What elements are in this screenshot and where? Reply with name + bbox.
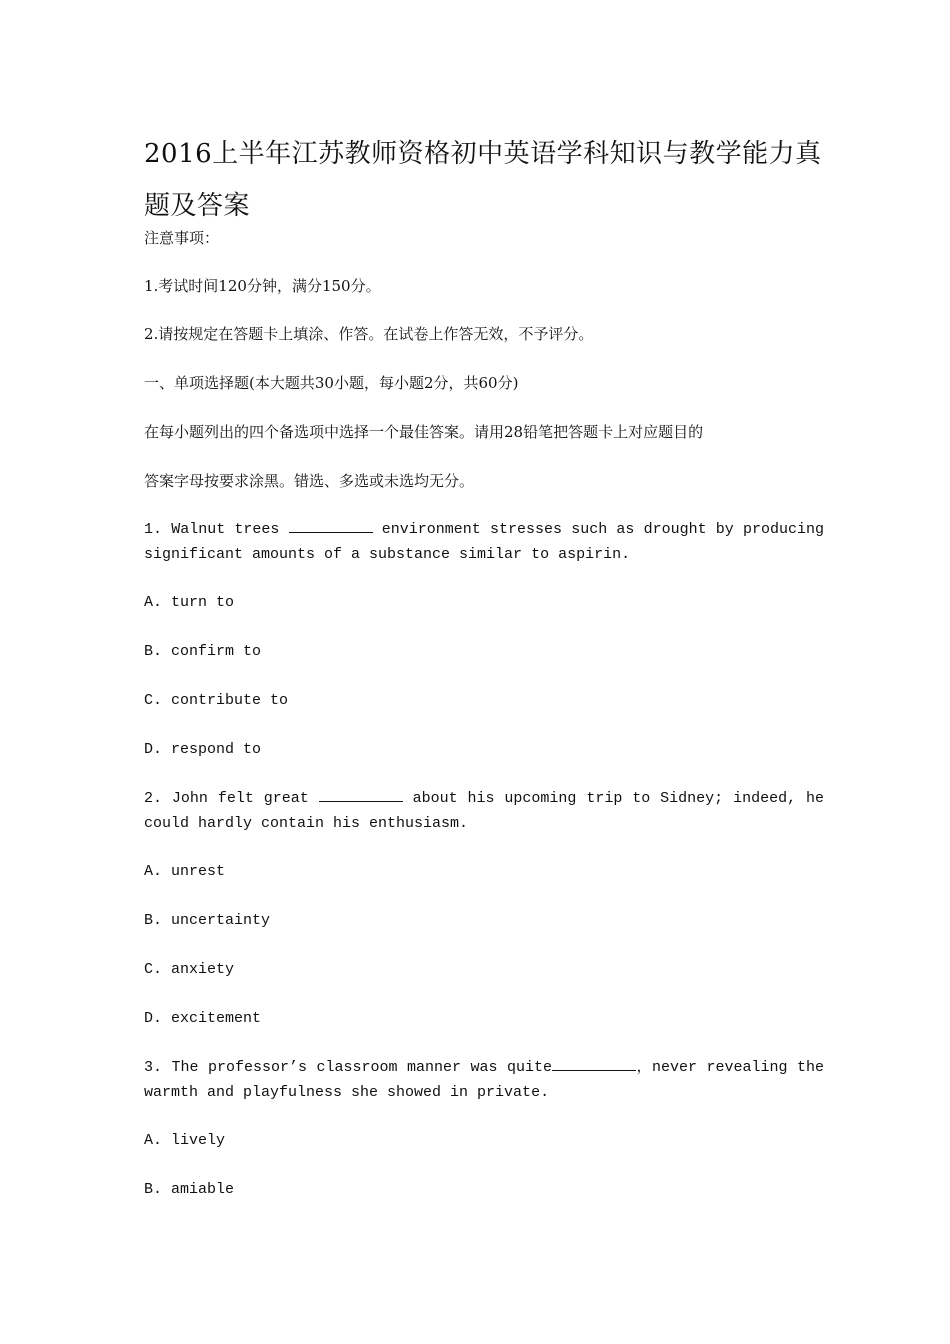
question-2-option-c: C. anxiety [144, 961, 235, 978]
question-1-option-d: D. respond to [144, 741, 262, 758]
notice-heading: 注意事项： [144, 229, 220, 247]
question-3-stem-start: 3. The professor’s classroom manner was quite [144, 1059, 553, 1076]
notice-item-2: 2.请按规定在答题卡上填涂、作答。在试卷上作答无效，不予评分。 [144, 325, 594, 343]
question-1-stem [144, 517, 824, 567]
question-1-option-c: C. contribute to [144, 692, 289, 709]
question-3-stem [144, 1055, 824, 1105]
question-2-option-a: A. unrest [144, 863, 226, 880]
section-heading: 一、单项选择题(本大题共30小题，每小题2分，共60分) [144, 374, 519, 392]
question-3-option-a: A. lively [144, 1132, 226, 1149]
question-2-option-d: D. excitement [144, 1010, 262, 1027]
question-3-stem-end: ，never revealing the warmth and playfulness she showed in private. [144, 1059, 824, 1101]
question-2-stem [144, 786, 824, 836]
section-instruction-line-1: 在每小题列出的四个备选项中选择一个最佳答案。请用28铅笔把答题卡上对应题目的 [144, 423, 704, 441]
question-1-stem-end: environment stresses such as drought by producing significant amounts of a substance similar to aspirin. [144, 521, 824, 563]
question-2-stem-end: about his upcoming trip to Sidney; indeed, he could hardly contain his enthusiasm. [144, 790, 824, 832]
answer-blank [289, 518, 373, 533]
question-1-stem-start: 1. Walnut trees [144, 521, 289, 538]
document-title: 2016上半年江苏教师资格初中英语学科知识与教学能力真题及答案 [144, 139, 822, 221]
question-3-option-b: B. amiable [144, 1181, 235, 1198]
question-2-stem-start: 2. John felt great [144, 790, 319, 807]
question-1-option-b: B. confirm to [144, 643, 262, 660]
section-instruction-line-2: 答案字母按要求涂黑。错选、多选或未选均无分。 [144, 472, 475, 490]
answer-blank [319, 787, 403, 802]
question-1-option-a: A. turn to [144, 594, 235, 611]
question-2-option-b: B. uncertainty [144, 912, 271, 929]
answer-blank [552, 1056, 636, 1071]
notice-item-1: 1.考试时间120分钟，满分150分。 [144, 277, 381, 295]
